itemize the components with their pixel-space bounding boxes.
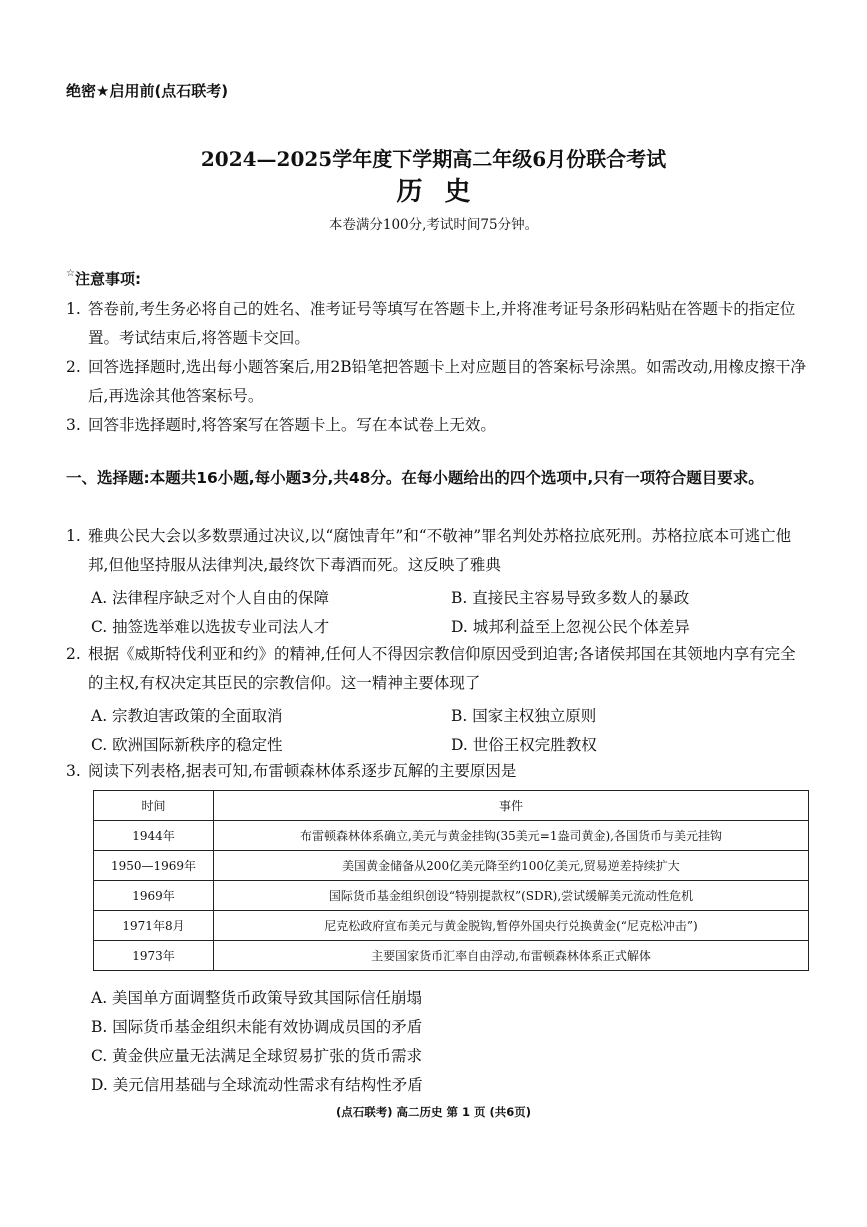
note-item: [66, 295, 811, 353]
table-header-event: 事件: [214, 791, 809, 821]
question-number: 1.: [66, 527, 81, 545]
star-mark: ☆: [66, 268, 75, 279]
table-cell-time: 1973年: [94, 941, 214, 971]
question-text: 阅读下列表格,据表可知,布雷顿森林体系逐步瓦解的主要原因是: [88, 762, 517, 780]
exam-title: 2024—2025学年度下学期高二年级6月份联合考试: [200, 147, 667, 171]
question-text: 雅典公民大会以多数票通过决议,以“腐蚀青年”和“不敬神”罪名判处苏格拉底死刑。苏格拉底本可逃亡他邦,但他坚持服从法律判决,最终饮下毒酒而死。这反映了雅典: [88, 527, 792, 574]
option-d: D. 世俗王权完胜教权: [451, 736, 597, 754]
note-number: 1.: [66, 300, 81, 318]
table-header-time: 时间: [94, 791, 214, 821]
notes-heading-text: 注意事项:: [74, 270, 141, 288]
table-cell-event: 主要国家货币汇率自由浮动,布雷顿森林体系正式解体: [214, 941, 809, 971]
table-row: [94, 911, 809, 941]
table-row: [94, 881, 809, 911]
question-text: 根据《威斯特伐利亚和约》的精神,任何人不得因宗教信仰原因受到迫害;各诸侯邦国在其领地内享有完全的主权,有权决定其臣民的宗教信仰。这一精神主要体现了: [88, 645, 796, 692]
page-footer: (点石联考) 高二历史 第 1 页 (共6页): [335, 1105, 532, 1119]
option-a: A. 美国单方面调整货币政策导致其国际信任崩塌: [91, 989, 423, 1007]
option-b: B. 国际货币基金组织未能有效协调成员国的矛盾: [91, 1018, 423, 1036]
confidential-label: 绝密★启用前(点石联考): [66, 82, 229, 100]
table-row: [94, 851, 809, 881]
question-stem: [66, 757, 811, 786]
note-text: 回答选择题时,选出每小题答案后,用2B铅笔把答题卡上对应题目的答案标号涂黑。如需改动,用橡皮擦干净后,再选涂其他答案标号。: [88, 358, 807, 405]
table-cell-time: 1944年: [94, 821, 214, 851]
table-row: [94, 821, 809, 851]
subject-title: 历史: [396, 177, 493, 207]
option-d: D. 美元信用基础与全球流动性需求有结构性矛盾: [91, 1076, 423, 1094]
option-c: C. 抽签选举难以选拔专业司法人才: [91, 618, 330, 636]
event-table: [93, 790, 809, 971]
option-a: A. 宗教迫害政策的全面取消: [91, 707, 283, 725]
note-item: [66, 353, 811, 411]
question-number: 2.: [66, 645, 81, 663]
question-number: 3.: [66, 762, 81, 780]
question-stem: [66, 522, 811, 580]
option-b: B. 国家主权独立原则: [451, 707, 597, 725]
question-stem: [66, 640, 811, 698]
option-a: A. 法律程序缺乏对个人自由的保障: [91, 589, 330, 607]
option-b: B. 直接民主容易导致多数人的暴政: [451, 589, 690, 607]
table-cell-time: 1950—1969年: [94, 851, 214, 881]
table-cell-time: 1971年8月: [94, 911, 214, 941]
note-number: 3.: [66, 416, 81, 434]
note-number: 2.: [66, 358, 81, 376]
score-time-note: 本卷满分100分,考试时间75分钟。: [328, 217, 539, 233]
notes-heading: [66, 268, 141, 289]
section-heading: 一、选择题:本题共16小题,每小题3分,共48分。在每小题给出的四个选项中,只有一项符合题目要求。: [66, 469, 764, 487]
option-d: D. 城邦利益至上忽视公民个体差异: [451, 618, 690, 636]
table-header-row: [94, 791, 809, 821]
option-c: C. 欧洲国际新秩序的稳定性: [91, 736, 283, 754]
table-cell-event: 布雷顿森林体系确立,美元与黄金挂钩(35美元=1盎司黄金),各国货币与美元挂钩: [214, 821, 809, 851]
table-row: [94, 941, 809, 971]
note-item: [66, 411, 811, 440]
table-cell-time: 1969年: [94, 881, 214, 911]
table-cell-event: 美国黄金储备从200亿美元降至约100亿美元,贸易逆差持续扩大: [214, 851, 809, 881]
table-cell-event: 尼克松政府宣布美元与黄金脱钩,暂停外国央行兑换黄金(“尼克松冲击”): [214, 911, 809, 941]
option-c: C. 黄金供应量无法满足全球贸易扩张的货币需求: [91, 1047, 423, 1065]
note-text: 回答非选择题时,将答案写在答题卡上。写在本试卷上无效。: [88, 416, 496, 434]
table-cell-event: 国际货币基金组织创设“特别提款权”(SDR),尝试缓解美元流动性危机: [214, 881, 809, 911]
note-text: 答卷前,考生务必将自己的姓名、准考证号等填写在答题卡上,并将准考证号条形码粘贴在答题卡的指定位置。考试结束后,将答题卡交回。: [88, 300, 796, 347]
